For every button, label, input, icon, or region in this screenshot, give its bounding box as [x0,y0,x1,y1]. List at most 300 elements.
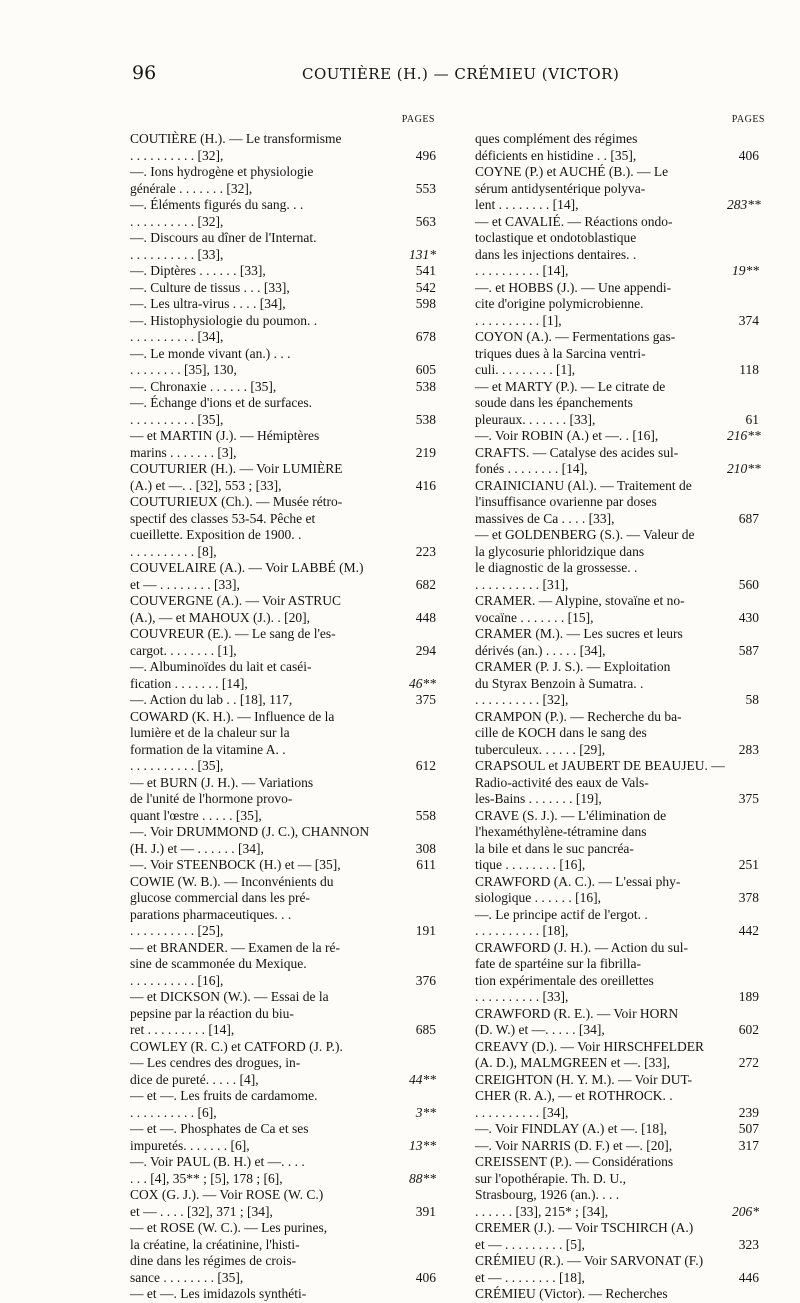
entry-line: générale . . . . . . . [32], [130,180,253,196]
entry-text [130,1088,390,1121]
entry-line: — et BRANDER. — Examen de la ré- [130,939,340,955]
entry-line: lumière et de la chaleur sur la [130,725,290,740]
index-entry [475,164,787,214]
entry-page-number: 283 [738,741,759,757]
page-number: 96 [132,62,157,84]
entry-text [475,659,727,709]
entry-line: (A.), — et MAHOUX (J.). . [20], [130,609,310,625]
entry-page-number: 131* [409,246,436,262]
entry-line: COX (G. J.). — Voir ROSE (W. C.) [130,1187,324,1202]
entry-page-number: 223 [415,543,436,559]
entry-line: COUTURIER (H.). — Voir LUMIÈRE [130,461,343,476]
entry-line: —. Voir PAUL (B. H.) et —. . . . [130,1154,305,1169]
entry-line: CRAMER (P. J. S.). — Exploitation [475,659,671,674]
entry-page-number: 375 [738,791,759,806]
entry-page-number: 206* [732,1203,759,1219]
entry-line: tuberculeux. . . . . . [29], [475,741,606,757]
entry-page-number: 685 [415,1022,436,1037]
entry-line: . . . . . . . . . . [31], [475,576,569,592]
entry-line: . . . . . . . . . . [16], [130,972,224,988]
index-entry [130,197,446,230]
running-head: COUTIÈRE (H.) — CRÉMIEU (VICTOR) [302,65,620,83]
entry-page-number: 553 [415,180,436,196]
index-entry [475,1220,787,1253]
index-entry [475,1253,787,1286]
index-entry [130,940,446,990]
entry-line: toclastique et ondotoblastique [475,230,637,245]
entry-text [130,1286,390,1303]
entry-line: et — . . . . . . . . [18], [475,1269,585,1285]
index-entry [130,1039,446,1089]
entry-line: —. Les ultra-virus . . . . [34], [130,296,286,311]
entry-line: et — . . . . [32], 371 ; [34], [130,1203,273,1219]
entry-page-number: 542 [415,279,436,295]
entry-line: — Les cendres des drogues, in- [130,1055,301,1070]
index-entry [475,329,787,379]
entry-line: COYNE (P.) et AUCHÉ (B.). — Le [475,164,669,179]
entry-line: sance . . . . . . . . [35], [130,1269,244,1285]
entry-line: Strasbourg, 1926 (an.). . . . [475,1187,620,1202]
index-entry [130,230,446,263]
entry-page-number: 61 [745,411,759,427]
entry-line: —. Chronaxie . . . . . . [35], [130,378,277,394]
entry-text [475,874,727,907]
entry-text [475,593,727,626]
entry-line: quant l'œstre . . . . . [35], [130,807,262,823]
entry-line: —. Albuminoïdes du lait et caséi- [130,659,312,674]
entry-line: du Styrax Benzoin à Sumatra. . [475,675,644,691]
entry-line: —. Histophysiologie du poumon. . [130,312,318,328]
index-entry [130,1220,446,1286]
entry-text [130,560,390,593]
entry-text [130,379,390,396]
index-entry [130,659,446,692]
index-entry [130,395,446,428]
index-entry [130,280,446,297]
index-entry [130,164,446,197]
entry-line: dine dans les régimes de crois- [130,1253,297,1268]
entry-text [475,1072,727,1122]
entry-text [130,593,390,626]
entry-page-number: 558 [415,807,436,823]
entry-line: CRAINICIANU (Al.). — Traitement de [475,477,692,493]
entry-page-number: 46** [409,675,436,691]
entry-page-number: 416 [415,477,436,493]
entry-line: —. et HOBBS (J.). — Une appendi- [475,279,672,295]
entry-page-number: 538 [415,378,436,394]
entry-page-number: 448 [415,609,436,625]
index-entry [130,494,446,560]
index-entry [475,709,787,759]
entry-page-number: 308 [415,840,436,856]
entry-page-number: 118 [739,362,759,377]
entry-line: COYON (A.). — Fermentations gas- [475,329,676,344]
index-entry [475,907,787,940]
entry-text [475,758,727,808]
index-entry [475,379,787,429]
entry-line: et — . . . . . . . . [33], [130,576,240,592]
entry-page-number: 376 [415,972,436,988]
entry-text [130,1187,390,1220]
index-entry [130,428,446,461]
entry-text [475,1138,727,1155]
index-entry [475,131,787,164]
entry-line: CRÉMIEU (Victor). — Recherches [475,1286,668,1301]
entry-page-number: 538 [415,411,436,427]
index-entry [130,874,446,940]
entry-line: — et GOLDENBERG (S.). — Valeur de [475,527,695,542]
entry-line: —. Ions hydrogène et physiologie [130,164,314,179]
entry-text [130,659,390,692]
entry-page-number: 210** [727,461,761,476]
entry-line: — et —. Les fruits de cardamome. [130,1088,318,1103]
entry-text [475,445,727,478]
index-entry [130,593,446,626]
entry-page-number: 272 [738,1055,759,1070]
entry-line: et — . . . . . . . . . [5], [475,1236,585,1252]
entry-page-number: 563 [415,213,436,229]
entry-text [130,263,390,280]
entry-line: de l'unité de l'hormone provo- [130,791,293,806]
entry-text [130,296,390,313]
entry-line: COWLEY (R. C.) et CATFORD (J. P.). [130,1038,343,1054]
entry-line: triques dues à la Sarcina ventri- [475,345,646,361]
index-entry [130,313,446,346]
entry-text [475,1220,727,1253]
index-entry [475,1138,787,1155]
entry-line: CREIGHTON (H. Y. M.). — Voir DUT- [475,1071,693,1087]
entry-line: dérivés (an.) . . . . . [34], [475,642,606,658]
entry-line: COUVELAIRE (A.). — Voir LABBÉ (M.) [130,560,364,575]
entry-text [130,940,390,990]
entry-line: parations pharmaceutiques. . . [130,906,292,922]
entry-text [475,280,727,330]
entry-line: COUTIÈRE (H.). — Le transformisme [130,131,342,146]
entry-line: — et CAVALIÉ. — Réactions ondo- [475,213,673,229]
entry-page-number: 678 [415,329,436,344]
entry-page-number: 251 [738,857,759,872]
entry-text [475,626,727,659]
entry-line: — et DICKSON (W.). — Essai de la [130,989,329,1004]
entry-page-number: 391 [415,1203,436,1219]
entry-line: le diagnostic de la grossesse. . [475,560,638,575]
index-entry [475,527,787,593]
entry-page-number: 682 [415,576,436,592]
entry-line: CRAWFORD (A. C.). — L'essai phy- [475,873,681,889]
entry-page-number: 541 [415,263,436,278]
entry-line: . . . . . . . . . . [34], [130,329,224,344]
entry-line: COUTURIEUX (Ch.). — Musée rétro- [130,494,343,509]
entry-line: sur l'opothérapie. Th. D. U., [475,1170,627,1186]
index-entry [130,709,446,775]
entry-line: CRAWFORD (J. H.). — Action du sul- [475,939,689,955]
entry-line: CRAWFORD (R. E.). — Voir HORN [475,1005,679,1021]
entry-page-number: 587 [738,642,759,658]
index-entry [475,874,787,907]
entry-text [475,1039,727,1072]
index-entry [475,280,787,330]
index-entry [475,428,787,445]
index-entry [475,478,787,528]
entry-line: COUVREUR (E.). — Le sang de l'es- [130,626,336,641]
entry-page-number: 406 [738,147,759,163]
entry-text [130,989,390,1039]
entry-page-number: 430 [738,609,759,625]
entry-line: CREMER (J.). — Voir TSCHIRCH (A.) [475,1220,694,1235]
entry-line: . . . . . . . . [35], 130, [130,362,237,377]
entry-line: (D. W.) et —. . . . . [34], [475,1022,605,1037]
entry-line: fication . . . . . . . [14], [130,675,248,691]
entry-line: pepsine par la réaction du biu- [130,1005,294,1021]
index-entry [130,1121,446,1154]
entry-line: . . . . . . . . . . [33], [130,246,224,262]
entry-line: . . . . . . . . . . [6], [130,1104,217,1120]
index-entry [475,1154,787,1220]
index-entry [130,346,446,379]
index-entry [475,1039,787,1072]
entry-text [475,1006,727,1039]
entry-line: — et —. Phosphates de Ca et ses [130,1121,309,1136]
entry-line: — et ROSE (W. C.). — Les purines, [130,1220,328,1235]
entry-text [130,131,390,164]
entry-text [130,1039,390,1089]
entry-page-number: 446 [738,1269,759,1285]
entry-page-number: 3** [415,1104,436,1120]
index-entry [130,857,446,874]
entry-line: CREISSENT (P.). — Considérations [475,1154,674,1169]
entry-page-number: 294 [415,642,436,658]
pages-column-label: PAGES [401,114,435,125]
index-entry [130,989,446,1039]
entry-text [130,280,390,297]
entry-page-number: 378 [738,890,759,905]
entry-line: . . . . . . . . . . [33], [475,989,569,1004]
entry-line: glucose commercial dans les pré- [130,890,310,905]
entry-line: —. Discours au dîner de l'Internat. [130,230,317,245]
entry-text [130,313,390,346]
entry-line: —. Échange d'ions et de surfaces. [130,395,312,410]
entry-page-number: 598 [415,296,436,311]
entry-text [130,164,390,197]
entry-line: fate de spartéine sur la fibrilla- [475,956,642,971]
entry-line: ret . . . . . . . . . [14], [130,1022,235,1037]
entry-line: la glycosurie phloridzique dans [475,543,645,559]
entry-line: marins . . . . . . . [3], [130,444,237,460]
entry-line: . . . . . . . . . . [25], [130,923,224,938]
entry-text [475,329,727,379]
entry-text [475,940,727,1006]
entry-line: tique . . . . . . . . [16], [475,857,586,872]
entry-line: COWIE (W. B.). — Inconvénients du [130,873,334,889]
entry-text [475,131,727,164]
entry-page-number: 406 [415,1269,436,1285]
entry-line: —. Voir STEENBOCK (H.) et — [35], [130,857,341,872]
entry-text [130,775,390,825]
entry-page-number: 239 [738,1104,759,1120]
entry-page-number: 442 [738,923,759,938]
right-column [475,112,787,1303]
entry-page-number: 323 [738,1236,759,1252]
entry-text [475,808,727,874]
entry-line: culi. . . . . . . . . [1], [475,362,576,377]
page-header [132,62,772,92]
entry-line: dans les injections dentaires. . [475,246,637,262]
entry-line: pleuraux. . . . . . . [33], [475,411,596,427]
entry-line: —. Voir ROBIN (A.) et —. . [16], [475,428,659,443]
entry-line: . . . . . . . . . . [35], [130,411,224,427]
entry-page-number: 507 [738,1121,759,1136]
entry-line: — et MARTY (P.). — Le citrate de [475,378,666,394]
index-entry [475,593,787,626]
entry-line: —. Culture de tissus . . . [33], [130,279,290,295]
entry-line: sine de scammonée du Mexique. [130,956,307,971]
index-entry [130,461,446,494]
entry-text [130,709,390,775]
entry-page-number: 602 [738,1022,759,1037]
entry-line: . . . . . . . . . . [34], [475,1104,569,1120]
entry-line: l'hexaméthylène-tétramine dans [475,824,647,839]
entry-line: CRAFTS. — Catalyse des acides sul- [475,444,679,460]
entry-line: (A.) et —. . [32], 553 ; [33], [130,477,282,493]
entry-text [130,857,390,874]
entry-line: tion expérimentale des oreillettes [475,972,654,988]
entry-line: CRÉMIEU (R.). — Voir SARVONAT (F.) [475,1253,704,1268]
entry-line: —. Action du lab . . [18], 117, [130,692,293,707]
index-entry [130,263,446,280]
entry-line: —. Éléments figurés du sang. . . [130,197,304,212]
entry-line: COUVERGNE (A.). — Voir ASTRUC [130,593,342,608]
pages-column-label: PAGES [731,114,765,125]
entry-text [475,1154,727,1220]
entry-line: — et —. Les imidazols synthéti- [130,1286,307,1301]
entry-line: cite d'origine polymicrobienne. [475,296,644,311]
entry-line: —. Voir DRUMMOND (J. C.), CHANNON [130,824,370,839]
entry-line: . . . . . . . . . . [1], [475,312,562,328]
entry-text [130,230,390,263]
index-entry [130,1088,446,1121]
index-entry [475,626,787,659]
entry-line: —. Voir FINDLAY (A.) et —. [18], [475,1121,667,1136]
entry-line: (A. D.), MALMGREEN et —. [33], [475,1055,670,1070]
entry-line: — et MARTIN (J.). — Hémiptères [130,428,320,443]
entry-line: CRAMER (M.). — Les sucres et leurs [475,626,683,641]
entry-page-number: 189 [738,989,759,1004]
entry-text [130,824,390,857]
entry-line: . . . . . . [33], 215* ; [34], [475,1203,609,1219]
entry-text [475,1121,727,1138]
entry-text [130,874,390,940]
index-entry [475,1121,787,1138]
entry-page-number: 283** [727,197,761,212]
entry-page-number: 58 [745,692,759,707]
entry-text [130,1154,390,1187]
entry-line: —. Diptères . . . . . . [33], [130,263,266,278]
index-entry [130,1187,446,1220]
entry-line: CRAPSOUL et JAUBERT DE BEAUJEU. — [475,758,725,773]
index-entries [475,131,787,1303]
entry-line: . . . . . . . . . . [14], [475,263,569,278]
entry-page-number: 13** [409,1137,436,1153]
entry-text [475,164,727,214]
index-entry [130,824,446,857]
entry-line: . . . . . . . . . . [18], [475,923,569,938]
entry-line: . . . . . . . . . . [32], [130,213,224,229]
entry-line: les-Bains . . . . . . . [19], [475,791,602,806]
entry-line: . . . . . . . . . . [32], [130,147,224,163]
entry-line: (H. J.) et — . . . . . . [34], [130,840,264,856]
entry-text [130,494,390,560]
entry-page-number: 191 [415,923,436,938]
entry-page-number: 44** [409,1071,436,1087]
entry-text [475,478,727,528]
entry-line: cargot. . . . . . . . [1], [130,642,237,658]
index-entry [475,1286,787,1303]
entry-line: Radio-activité des eaux de Vals- [475,774,649,790]
entry-page-number: 19** [732,263,759,278]
entry-line: sérum antidysentérique polyva- [475,180,646,196]
index-entry [130,379,446,396]
entry-text [130,461,390,494]
entry-page-number: 560 [738,576,759,592]
index-entry [130,692,446,709]
entry-page-number: 612 [415,758,436,773]
entry-line: siologique . . . . . . [16], [475,890,601,905]
entry-line: massives de Ca . . . . [33], [475,510,615,526]
entry-line: CRAMPON (P.). — Recherche du ba- [475,708,682,724]
index-entry [130,775,446,825]
entry-page-number: 605 [415,362,436,377]
entry-page-number: 88** [409,1170,436,1186]
entry-text [130,197,390,230]
index-entries [130,131,446,1303]
entry-line: CRAMER. — Alypine, stovaïne et no- [475,593,685,608]
entry-text [130,395,390,428]
index-entry [475,1006,787,1039]
entry-text [475,1286,727,1303]
entry-text [475,428,727,445]
entry-line: . . . . . . . . . . [32], [475,692,569,707]
entry-text [130,692,390,709]
entry-line: — et BURN (J. H.). — Variations [130,774,314,790]
entry-text [130,346,390,379]
entry-line: cueillette. Exposition de 1900. . [130,527,302,542]
entry-line: —. Le principe actif de l'ergot. . [475,906,648,922]
entry-line: soude dans les épanchements [475,395,633,410]
entry-page-number: 687 [738,510,759,526]
entry-text [130,1121,390,1154]
entry-line: la créatine, la créatinine, l'histi- [130,1236,300,1252]
entry-line: CREAVY (D.). — Voir HIRSCHFELDER [475,1038,705,1054]
entry-line: COWARD (K. H.). — Influence de la [130,708,335,724]
index-entry [475,214,787,280]
entry-page-number: 219 [415,444,436,460]
entry-text [475,1253,727,1286]
entry-line: . . . . . . . . . . [8], [130,543,217,559]
entry-text [130,626,390,659]
entry-page-number: 611 [416,857,436,872]
entry-page-number: 374 [738,312,759,328]
entry-text [475,907,727,940]
entry-line: lent . . . . . . . . [14], [475,197,579,212]
entry-line: ques complément des régimes [475,131,638,146]
entry-text [475,214,727,280]
index-entry [130,296,446,313]
entry-line: CHER (R. A.), — et ROTHROCK. . [475,1088,673,1103]
left-column [130,112,446,1303]
entry-page-number: 375 [415,692,436,707]
index-entry [475,1072,787,1122]
entry-line: déficients en histidine . . [35], [475,147,637,163]
